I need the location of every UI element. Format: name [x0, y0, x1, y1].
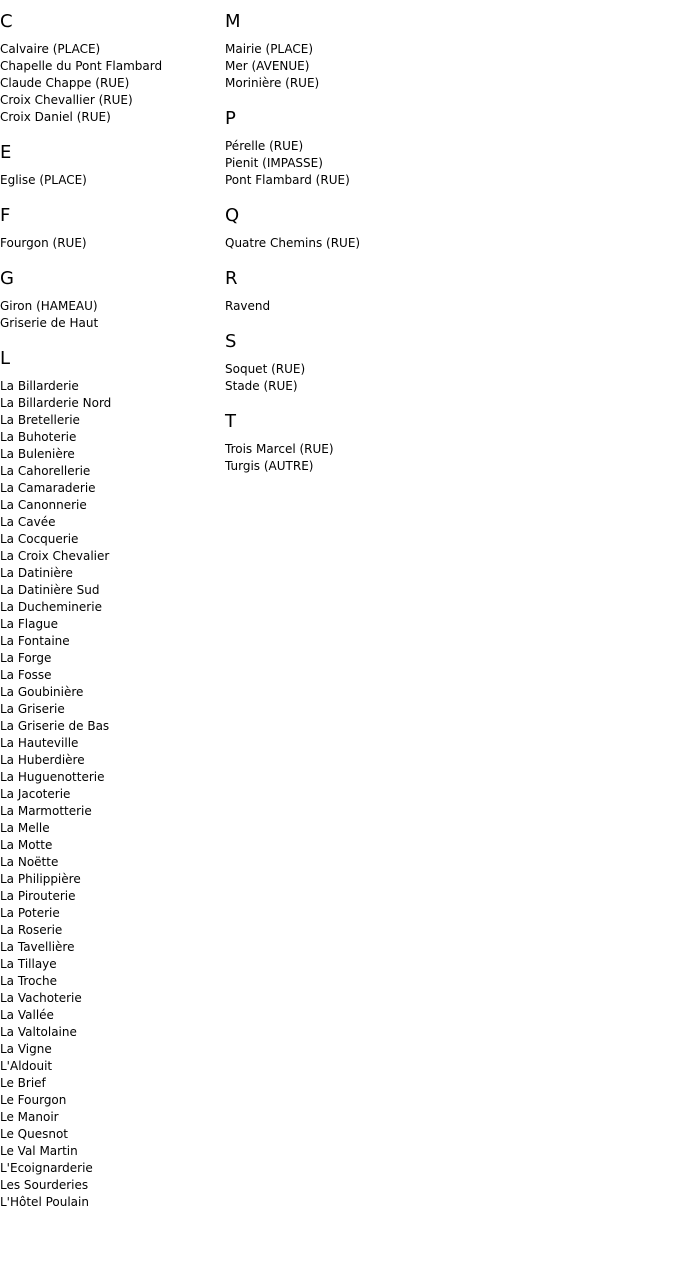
- street-link[interactable]: Calvaire (PLACE): [0, 42, 101, 56]
- street-link[interactable]: La Hauteville: [0, 736, 79, 750]
- street-link[interactable]: La Flague: [0, 617, 59, 631]
- street-link[interactable]: Le Brief: [0, 1076, 46, 1090]
- street-link[interactable]: La Bulenière: [0, 447, 75, 461]
- street-link[interactable]: Le Val Martin: [0, 1144, 78, 1158]
- street-link[interactable]: Ravend: [225, 299, 271, 313]
- street-link[interactable]: Mairie (PLACE): [225, 42, 314, 56]
- street-link[interactable]: Giron (HAMEAU): [0, 299, 98, 313]
- street-link[interactable]: Stade (RUE): [225, 379, 298, 393]
- letter-heading: M: [225, 11, 241, 32]
- street-link[interactable]: La Ducheminerie: [0, 600, 102, 614]
- letter-heading: T: [225, 411, 236, 432]
- street-link[interactable]: Le Quesnot: [0, 1127, 69, 1141]
- street-link[interactable]: Morinière (RUE): [225, 76, 320, 90]
- street-index-left-column: [0, 0, 225, 1211]
- street-link[interactable]: Chapelle du Pont Flambard: [0, 59, 163, 73]
- street-link[interactable]: La Philippière: [0, 872, 81, 886]
- street-link[interactable]: La Cavée: [0, 515, 56, 529]
- street-link[interactable]: La Huguenotterie: [0, 770, 105, 784]
- street-link[interactable]: Le Manoir: [0, 1110, 59, 1124]
- letter-group-p: [225, 108, 525, 189]
- street-index-right-column: [225, 0, 525, 475]
- street-link[interactable]: La Billarderie: [0, 379, 79, 393]
- street-link[interactable]: La Buhoterie: [0, 430, 77, 444]
- street-link[interactable]: Les Sourderies: [0, 1178, 89, 1192]
- street-list: [225, 41, 525, 92]
- street-list: [225, 298, 525, 315]
- letter-group-f: [0, 205, 225, 252]
- street-link[interactable]: La Cahorellerie: [0, 464, 91, 478]
- letter-heading: R: [225, 268, 238, 289]
- letter-heading: P: [225, 108, 236, 129]
- street-link[interactable]: L'Hôtel Poulain: [0, 1195, 89, 1209]
- street-link[interactable]: La Datinière Sud: [0, 583, 100, 597]
- street-list: [225, 361, 525, 395]
- street-link[interactable]: Fourgon (RUE): [0, 236, 87, 250]
- street-link[interactable]: Trois Marcel (RUE): [225, 442, 334, 456]
- street-link[interactable]: L'Aldouit: [0, 1059, 53, 1073]
- street-link[interactable]: Turgis (AUTRE): [225, 459, 314, 473]
- letter-group-l: [0, 348, 225, 1211]
- street-link[interactable]: La Tavellière: [0, 940, 75, 954]
- street-link[interactable]: Eglise (PLACE): [0, 173, 87, 187]
- street-link[interactable]: Croix Daniel (RUE): [0, 110, 111, 124]
- street-link[interactable]: La Poterie: [0, 906, 60, 920]
- street-link[interactable]: Pienit (IMPASSE): [225, 156, 323, 170]
- street-link[interactable]: La Huberdière: [0, 753, 85, 767]
- street-link[interactable]: La Cocquerie: [0, 532, 79, 546]
- street-link[interactable]: La Bretellerie: [0, 413, 80, 427]
- street-link[interactable]: Claude Chappe (RUE): [0, 76, 130, 90]
- street-list: [0, 235, 225, 252]
- street-link[interactable]: Croix Chevallier (RUE): [0, 93, 133, 107]
- letter-heading: G: [0, 268, 14, 289]
- street-link[interactable]: La Fosse: [0, 668, 52, 682]
- letter-group-m: [225, 11, 525, 92]
- street-link[interactable]: La Griserie: [0, 702, 65, 716]
- street-link[interactable]: La Troche: [0, 974, 58, 988]
- street-link[interactable]: La Canonnerie: [0, 498, 87, 512]
- letter-group-q: [225, 205, 525, 252]
- street-link[interactable]: L'Ecoignarderie: [0, 1161, 93, 1175]
- street-link[interactable]: La Roserie: [0, 923, 63, 937]
- letter-group-s: [225, 331, 525, 395]
- street-link[interactable]: Mer (AVENUE): [225, 59, 310, 73]
- letter-group-c: [0, 11, 225, 126]
- street-link[interactable]: La Fontaine: [0, 634, 70, 648]
- street-link[interactable]: La Pirouterie: [0, 889, 76, 903]
- letter-heading: Q: [225, 205, 240, 226]
- street-link[interactable]: La Valtolaine: [0, 1025, 77, 1039]
- letter-heading: F: [0, 205, 11, 226]
- street-list: [0, 41, 225, 126]
- letter-group-r: [225, 268, 525, 315]
- street-list: [225, 235, 525, 252]
- street-link[interactable]: La Melle: [0, 821, 50, 835]
- street-link[interactable]: Pérelle (RUE): [225, 139, 304, 153]
- street-link[interactable]: La Griserie de Bas: [0, 719, 110, 733]
- street-link[interactable]: La Billarderie Nord: [0, 396, 112, 410]
- letter-heading: C: [0, 11, 13, 32]
- street-link[interactable]: La Forge: [0, 651, 52, 665]
- letter-group-g: [0, 268, 225, 332]
- street-link[interactable]: La Tillaye: [0, 957, 57, 971]
- letter-heading: L: [0, 348, 11, 369]
- street-link[interactable]: La Vallée: [0, 1008, 54, 1022]
- street-link[interactable]: Soquet (RUE): [225, 362, 306, 376]
- street-link[interactable]: La Jacoterie: [0, 787, 71, 801]
- letter-group-t: [225, 411, 525, 475]
- street-list: [225, 138, 525, 189]
- letter-heading: S: [225, 331, 237, 352]
- street-link[interactable]: Le Fourgon: [0, 1093, 67, 1107]
- street-link[interactable]: La Vachoterie: [0, 991, 82, 1005]
- street-list: [225, 441, 525, 475]
- street-link[interactable]: Pont Flambard (RUE): [225, 173, 350, 187]
- street-link[interactable]: La Marmotterie: [0, 804, 92, 818]
- street-link[interactable]: La Noëtte: [0, 855, 59, 869]
- letter-group-e: [0, 142, 225, 189]
- street-list: [0, 378, 225, 1211]
- letter-heading: E: [0, 142, 12, 163]
- street-link[interactable]: La Camaraderie: [0, 481, 96, 495]
- street-link[interactable]: La Vigne: [0, 1042, 52, 1056]
- street-list: [0, 172, 225, 189]
- street-link[interactable]: La Datinière: [0, 566, 73, 580]
- street-link[interactable]: La Motte: [0, 838, 53, 852]
- street-list: [0, 298, 225, 332]
- street-link[interactable]: La Goubinière: [0, 685, 84, 699]
- street-link[interactable]: La Croix Chevalier: [0, 549, 110, 563]
- street-link[interactable]: Griserie de Haut: [0, 316, 99, 330]
- street-link[interactable]: Quatre Chemins (RUE): [225, 236, 361, 250]
